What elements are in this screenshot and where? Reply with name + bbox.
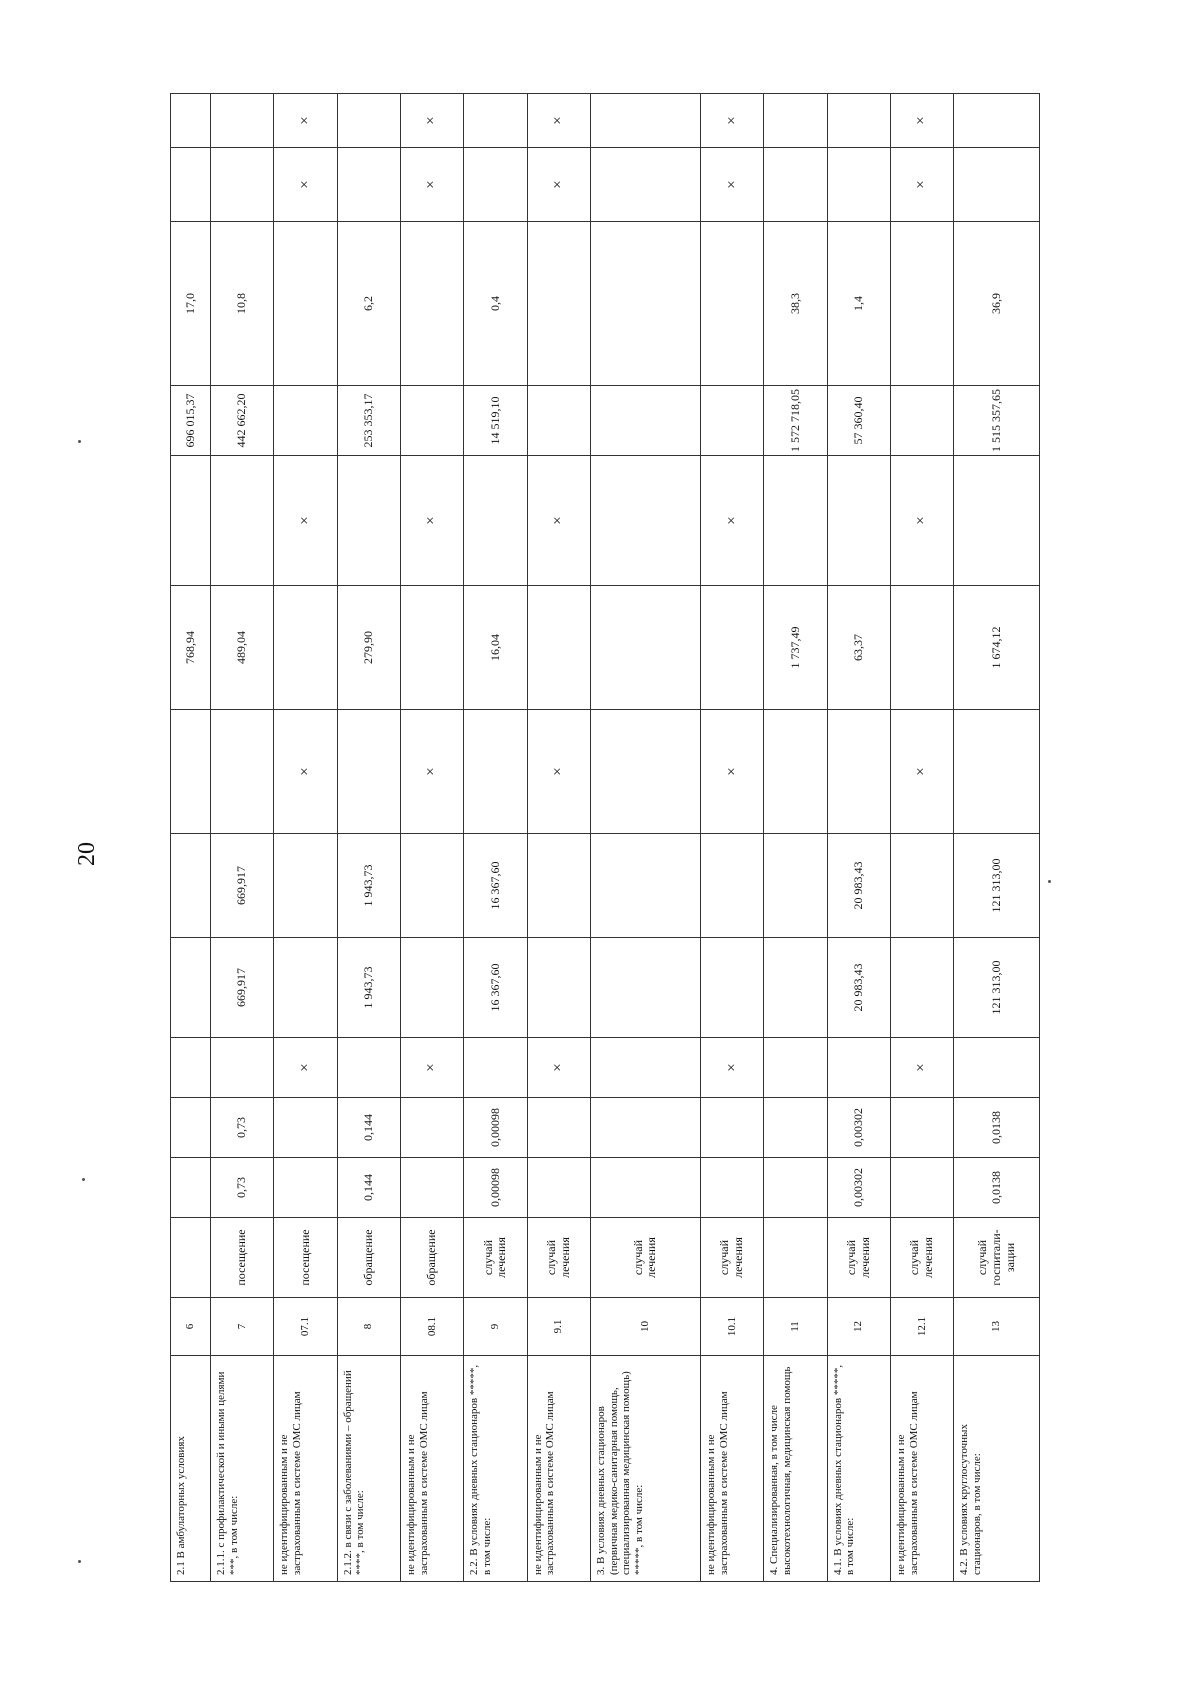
value-cell-c3: [171, 1038, 211, 1098]
value-cell-c6: ×: [274, 710, 337, 834]
value-cell-c6: [590, 710, 700, 834]
row-number: 12: [827, 1298, 890, 1356]
scan-speck: [78, 440, 81, 443]
row-number: 6: [171, 1298, 211, 1356]
value-cell-c4: [590, 938, 700, 1038]
value-cell-c2: [890, 1098, 953, 1158]
value-cell-c11: ×: [400, 148, 463, 222]
scan-speck: [1048, 880, 1051, 883]
value-cell-c3: ×: [890, 1038, 953, 1098]
row-number: 12.1: [890, 1298, 953, 1356]
value-cell-c8: [210, 456, 273, 586]
value-cell-c12: [337, 94, 400, 148]
value-cell-c7: 1 737,49: [764, 586, 827, 710]
value-cell-c12: [464, 94, 527, 148]
value-cell-c8: [464, 456, 527, 586]
value-cell-c10: 10,8: [210, 222, 273, 386]
value-cell-c10: [527, 222, 590, 386]
value-cell-c4: [527, 938, 590, 1038]
value-cell-c3: ×: [700, 1038, 763, 1098]
value-cell-c5: 669,917: [210, 834, 273, 938]
value-cell-c6: [337, 710, 400, 834]
value-cell-c10: 1,4: [827, 222, 890, 386]
unit-cell: случай лечения: [890, 1218, 953, 1298]
value-cell-c1: [700, 1158, 763, 1218]
value-cell-c9: 1 515 357,65: [954, 386, 1040, 456]
value-cell-c5: [700, 834, 763, 938]
value-cell-c8: [590, 456, 700, 586]
row-number: 10.1: [700, 1298, 763, 1356]
unit-cell: случай лечения: [590, 1218, 700, 1298]
value-cell-c8: [954, 456, 1040, 586]
value-cell-c2: 0,0138: [954, 1098, 1040, 1158]
value-cell-c3: [954, 1038, 1040, 1098]
value-cell-c4: [171, 938, 211, 1038]
value-cell-c2: [764, 1098, 827, 1158]
row-description: не идентифицированным и не застрахованным в системе ОМС лицам: [890, 1356, 953, 1582]
value-cell-c3: [464, 1038, 527, 1098]
value-cell-c1: 0,0138: [954, 1158, 1040, 1218]
value-cell-c2: 0,00302: [827, 1098, 890, 1158]
value-cell-c10: 0,4: [464, 222, 527, 386]
value-cell-c12: ×: [400, 94, 463, 148]
value-cell-c10: [400, 222, 463, 386]
value-cell-c5: [590, 834, 700, 938]
value-cell-c2: [527, 1098, 590, 1158]
row-description: не идентифицированным и не застрахованным в системе ОМС лицам: [274, 1356, 337, 1582]
value-cell-c5: 20 983,43: [827, 834, 890, 938]
unit-cell: случай лечения: [700, 1218, 763, 1298]
value-cell-c11: [464, 148, 527, 222]
unit-cell: случай лечения: [464, 1218, 527, 1298]
value-cell-c4: 669,917: [210, 938, 273, 1038]
value-cell-c1: [590, 1158, 700, 1218]
value-cell-c5: [890, 834, 953, 938]
value-cell-c8: ×: [890, 456, 953, 586]
value-cell-c11: ×: [274, 148, 337, 222]
value-cell-c2: [171, 1098, 211, 1158]
value-cell-c6: [827, 710, 890, 834]
value-cell-c7: 489,04: [210, 586, 273, 710]
unit-cell: случай лечения: [827, 1218, 890, 1298]
value-cell-c10: 38,3: [764, 222, 827, 386]
value-cell-c2: [400, 1098, 463, 1158]
unit-cell: посещение: [274, 1218, 337, 1298]
table-row: [464, 94, 527, 1582]
value-cell-c7: 1 674,12: [954, 586, 1040, 710]
row-number: 8: [337, 1298, 400, 1356]
value-cell-c3: [827, 1038, 890, 1098]
value-cell-c6: [954, 710, 1040, 834]
row-number: 9: [464, 1298, 527, 1356]
value-cell-c1: [890, 1158, 953, 1218]
value-cell-c10: 6,2: [337, 222, 400, 386]
value-cell-c10: [590, 222, 700, 386]
value-cell-c7: 279,90: [337, 586, 400, 710]
value-cell-c9: 14 519,10: [464, 386, 527, 456]
unit-cell: посещение: [210, 1218, 273, 1298]
value-cell-c12: [210, 94, 273, 148]
table-row: [210, 94, 273, 1582]
value-cell-c7: [890, 586, 953, 710]
value-cell-c6: [171, 710, 211, 834]
value-cell-c9: [400, 386, 463, 456]
value-cell-c7: 768,94: [171, 586, 211, 710]
value-cell-c3: [590, 1038, 700, 1098]
value-cell-c9: 696 015,37: [171, 386, 211, 456]
table-row: [274, 94, 337, 1582]
value-cell-c2: 0,144: [337, 1098, 400, 1158]
table-row: [400, 94, 463, 1582]
value-cell-c5: 1 943,73: [337, 834, 400, 938]
value-cell-c7: [700, 586, 763, 710]
value-cell-c1: 0,73: [210, 1158, 273, 1218]
table-row: [764, 94, 827, 1582]
value-cell-c8: [764, 456, 827, 586]
value-cell-c5: 16 367,60: [464, 834, 527, 938]
value-cell-c6: ×: [400, 710, 463, 834]
value-cell-c1: [527, 1158, 590, 1218]
value-cell-c11: [590, 148, 700, 222]
financing-table: [170, 93, 1040, 1582]
value-cell-c4: [400, 938, 463, 1038]
value-cell-c2: 0,73: [210, 1098, 273, 1158]
value-cell-c8: [827, 456, 890, 586]
row-number: 07.1: [274, 1298, 337, 1356]
value-cell-c11: ×: [527, 148, 590, 222]
row-description: не идентифицированным и не застрахованным в системе ОМС лицам: [527, 1356, 590, 1582]
value-cell-c11: [337, 148, 400, 222]
value-cell-c4: 121 313,00: [954, 938, 1040, 1038]
value-cell-c6: [464, 710, 527, 834]
value-cell-c11: [827, 148, 890, 222]
value-cell-c9: 57 360,40: [827, 386, 890, 456]
row-number: 9.1: [527, 1298, 590, 1356]
row-number: 7: [210, 1298, 273, 1356]
row-description: 2.1.2. в связи с заболеваниями – обращений ****, в том числе:: [337, 1356, 400, 1582]
row-description: 4.2. В условиях круглосуточных стационаров, в том числе:: [954, 1356, 1040, 1582]
value-cell-c12: ×: [527, 94, 590, 148]
value-cell-c6: [210, 710, 273, 834]
table-row: [954, 94, 1040, 1582]
value-cell-c12: [827, 94, 890, 148]
row-description: 2.1 В амбулаторных условиях: [171, 1356, 211, 1582]
value-cell-c10: [700, 222, 763, 386]
value-cell-c6: ×: [527, 710, 590, 834]
unit-cell: обращение: [400, 1218, 463, 1298]
value-cell-c12: [590, 94, 700, 148]
value-cell-c9: 253 353,17: [337, 386, 400, 456]
value-cell-c4: [764, 938, 827, 1038]
value-cell-c11: [764, 148, 827, 222]
value-cell-c10: 17,0: [171, 222, 211, 386]
value-cell-c9: [890, 386, 953, 456]
value-cell-c5: [527, 834, 590, 938]
value-cell-c2: 0,00098: [464, 1098, 527, 1158]
value-cell-c7: 63,37: [827, 586, 890, 710]
value-cell-c1: 0,00302: [827, 1158, 890, 1218]
value-cell-c11: ×: [890, 148, 953, 222]
row-description: 3. В условиях дневных стационаров (первичная медико-санитарная помощь, специализированная медицинская помощь) *****, в том числе:: [590, 1356, 700, 1582]
value-cell-c1: [400, 1158, 463, 1218]
value-cell-c5: [274, 834, 337, 938]
unit-cell: [171, 1218, 211, 1298]
value-cell-c9: [700, 386, 763, 456]
table-row: [827, 94, 890, 1582]
rotated-table-frame: [170, 94, 1040, 1582]
row-number: 13: [954, 1298, 1040, 1356]
table-row: [171, 94, 211, 1582]
unit-cell: обращение: [337, 1218, 400, 1298]
row-description: не идентифицированным и не застрахованным в системе ОМС лицам: [700, 1356, 763, 1582]
value-cell-c3: [210, 1038, 273, 1098]
value-cell-c12: [171, 94, 211, 148]
value-cell-c1: [764, 1158, 827, 1218]
value-cell-c9: [274, 386, 337, 456]
table-row: [590, 94, 700, 1582]
value-cell-c8: ×: [274, 456, 337, 586]
table-row: [527, 94, 590, 1582]
value-cell-c2: [590, 1098, 700, 1158]
value-cell-c5: [400, 834, 463, 938]
value-cell-c7: [527, 586, 590, 710]
value-cell-c8: ×: [700, 456, 763, 586]
row-description: 2.1.1. с профилактической и иными целями ***, в том числе:: [210, 1356, 273, 1582]
value-cell-c10: [274, 222, 337, 386]
row-description: 4.1. В условиях дневных стационаров *****, в том числе:: [827, 1356, 890, 1582]
value-cell-c11: [210, 148, 273, 222]
value-cell-c4: 16 367,60: [464, 938, 527, 1038]
value-cell-c9: 1 572 718,05: [764, 386, 827, 456]
value-cell-c8: [171, 456, 211, 586]
value-cell-c3: ×: [274, 1038, 337, 1098]
row-description: 2.2. В условиях дневных стационаров *****, в том числе:: [464, 1356, 527, 1582]
value-cell-c9: 442 662,20: [210, 386, 273, 456]
scan-speck: [82, 1178, 85, 1181]
value-cell-c11: [954, 148, 1040, 222]
scan-speck: [78, 1560, 81, 1563]
value-cell-c2: [274, 1098, 337, 1158]
row-number: 10: [590, 1298, 700, 1356]
row-number: 08.1: [400, 1298, 463, 1356]
unit-cell: случай госпитали-зации: [954, 1218, 1040, 1298]
value-cell-c5: [764, 834, 827, 938]
value-cell-c8: [337, 456, 400, 586]
value-cell-c7: [400, 586, 463, 710]
value-cell-c4: 1 943,73: [337, 938, 400, 1038]
value-cell-c4: 20 983,43: [827, 938, 890, 1038]
value-cell-c7: 16,04: [464, 586, 527, 710]
value-cell-c1: 0,144: [337, 1158, 400, 1218]
value-cell-c6: ×: [890, 710, 953, 834]
value-cell-c11: [171, 148, 211, 222]
table-row: [890, 94, 953, 1582]
value-cell-c4: [890, 938, 953, 1038]
page-number: 20: [73, 842, 100, 866]
value-cell-c2: [700, 1098, 763, 1158]
value-cell-c6: ×: [700, 710, 763, 834]
value-cell-c3: ×: [400, 1038, 463, 1098]
value-cell-c9: [527, 386, 590, 456]
value-cell-c12: ×: [700, 94, 763, 148]
value-cell-c11: ×: [700, 148, 763, 222]
value-cell-c10: [890, 222, 953, 386]
table-row: [700, 94, 763, 1582]
value-cell-c8: ×: [400, 456, 463, 586]
value-cell-c4: [274, 938, 337, 1038]
value-cell-c1: [171, 1158, 211, 1218]
value-cell-c12: [764, 94, 827, 148]
unit-cell: [764, 1218, 827, 1298]
value-cell-c7: [274, 586, 337, 710]
table-row: [337, 94, 400, 1582]
value-cell-c1: 0,00098: [464, 1158, 527, 1218]
row-description: 4. Специализированная, в том числе высокотехнологичная, медицинская помощь: [764, 1356, 827, 1582]
value-cell-c3: [764, 1038, 827, 1098]
value-cell-c6: [764, 710, 827, 834]
value-cell-c9: [590, 386, 700, 456]
value-cell-c5: [171, 834, 211, 938]
value-cell-c7: [590, 586, 700, 710]
unit-cell: случай лечения: [527, 1218, 590, 1298]
row-description: не идентифицированным и не застрахованным в системе ОМС лицам: [400, 1356, 463, 1582]
value-cell-c1: [274, 1158, 337, 1218]
value-cell-c12: [954, 94, 1040, 148]
value-cell-c12: ×: [890, 94, 953, 148]
value-cell-c5: 121 313,00: [954, 834, 1040, 938]
value-cell-c12: ×: [274, 94, 337, 148]
value-cell-c8: ×: [527, 456, 590, 586]
row-number: 11: [764, 1298, 827, 1356]
value-cell-c4: [700, 938, 763, 1038]
value-cell-c3: [337, 1038, 400, 1098]
value-cell-c3: ×: [527, 1038, 590, 1098]
value-cell-c10: 36,9: [954, 222, 1040, 386]
